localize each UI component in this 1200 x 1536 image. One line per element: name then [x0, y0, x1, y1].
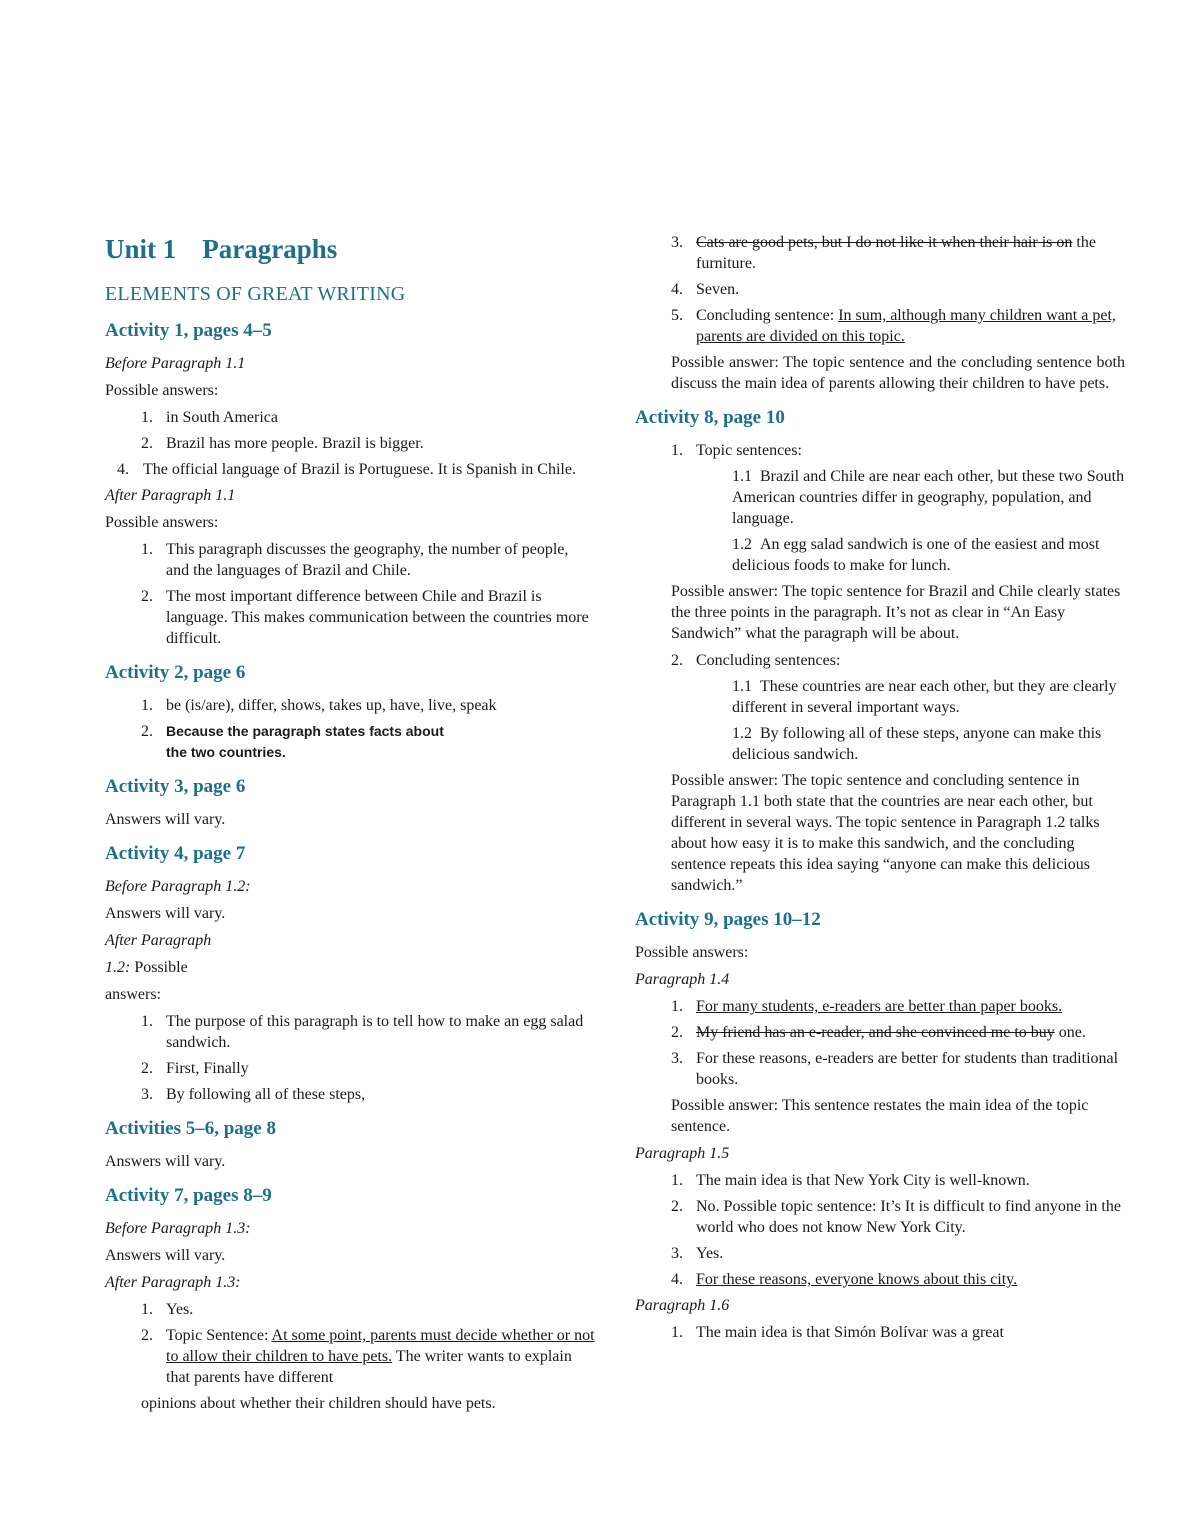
list-item: 2. The most important difference between Chile and Brazil is language. This makes communication between the countries more difficult.	[141, 588, 589, 647]
list-item: 4. The official language of Brazil is Portuguese. It is Spanish in Chile.	[117, 461, 576, 478]
list-item: 3. Cats are good pets, but I do not like it when their hair is on the furniture.	[671, 234, 1096, 272]
list-item: 1. The main idea is that Simón Bolívar was a great	[671, 1324, 1004, 1341]
after-paragraph-continued: 1.2: Possible	[105, 959, 188, 976]
possible-answer-text: Possible answer: The topic sentence for Brazil and Chile clearly states the three points in the paragraph. It’s not as clear in “An Easy Sandwich” what the paragraph will be about.	[671, 583, 1121, 642]
activity-4-heading: Activity 4, page 7	[105, 843, 246, 864]
list-item: 2. First, Finally	[141, 1060, 249, 1077]
activity-9-heading: Activity 9, pages 10–12	[635, 909, 821, 930]
before-paragraph-label: Before Paragraph 1.3:	[105, 1220, 251, 1237]
answer-list	[635, 650, 1125, 671]
answer-text: Answers will vary.	[105, 1153, 226, 1170]
after-paragraph-label: After Paragraph	[105, 932, 212, 949]
unit-title: Unit 1 Paragraphs	[105, 234, 338, 264]
answer-text: Answers will vary.	[105, 811, 226, 828]
answer-list	[105, 1011, 595, 1105]
answer-continued: opinions about whether their children should have pets.	[141, 1395, 496, 1412]
answer-list	[635, 1170, 1125, 1290]
list-item: 1. This paragraph discusses the geography, the number of people, and the languages of Brazil and Chile.	[141, 541, 569, 579]
paragraph-label: Paragraph 1.4	[635, 971, 730, 988]
list-item: 1. in South America	[141, 409, 278, 426]
activity-8-heading: Activity 8, page 10	[635, 407, 785, 428]
answer-list	[635, 440, 1125, 461]
section-title: ELEMENTS OF GREAT WRITING	[105, 283, 406, 305]
answer-text: Answers will vary.	[105, 1247, 226, 1264]
activities-5-6-heading: Activities 5–6, page 8	[105, 1118, 276, 1139]
answer-list	[635, 232, 1125, 347]
list-item: 5. Concluding sentence: In sum, although many children want a pet, parents are divided on this topic.	[671, 307, 1116, 345]
list-item: 2. My friend has an e-reader, and she convinced me to buy one.	[671, 1024, 1086, 1041]
list-item: 1. For many students, e-readers are better than paper books.	[671, 998, 1063, 1015]
paragraph-label: Paragraph 1.5	[635, 1145, 730, 1162]
sub-item: 1.2 By following all of these steps, anyone can make this delicious sandwich.	[732, 725, 1102, 763]
after-paragraph-label: After Paragraph 1.3:	[105, 1274, 241, 1291]
before-paragraph-label: Before Paragraph 1.2:	[105, 878, 251, 895]
list-item: 2. Concluding sentences:	[671, 652, 841, 669]
list-item: 3. By following all of these steps,	[141, 1086, 366, 1103]
list-item: 4. Seven.	[671, 281, 740, 298]
answer-list	[105, 1299, 595, 1388]
possible-answers-label: Possible answers:	[105, 382, 219, 399]
list-item: 3. Yes.	[671, 1245, 724, 1262]
answer-list	[635, 1322, 1125, 1343]
before-paragraph-label: Before Paragraph 1.1	[105, 355, 246, 372]
list-item: 1. The main idea is that New York City is well-known.	[671, 1172, 1030, 1189]
answer-list	[105, 407, 595, 480]
list-item: 2. Brazil has more people. Brazil is bigger.	[141, 435, 424, 452]
activity-2-heading: Activity 2, page 6	[105, 662, 246, 683]
answer-text: Answers will vary.	[105, 905, 226, 922]
list-item: 1. Topic sentences:	[671, 442, 802, 459]
list-item: 2. Because the paragraph states facts about the two countries.	[141, 723, 444, 760]
answer-list	[635, 996, 1125, 1090]
list-item: 1. The purpose of this paragraph is to tell how to make an egg salad sandwich.	[141, 1013, 584, 1051]
activity-1-heading: Activity 1, pages 4–5	[105, 320, 272, 341]
sub-item: 1.2 An egg salad sandwich is one of the easiest and most delicious foods to make for lunch.	[732, 536, 1100, 574]
paragraph-label: Paragraph 1.6	[635, 1297, 730, 1314]
possible-answer-text: Possible answer: The topic sentence and the concluding sentence both discuss the main idea of parents allowing their children to have pets.	[671, 354, 1125, 392]
activity-7-heading: Activity 7, pages 8–9	[105, 1185, 272, 1206]
activity-3-heading: Activity 3, page 6	[105, 776, 246, 797]
left-column	[105, 232, 595, 1420]
possible-answer-text: Possible answer: The topic sentence and concluding sentence in Paragraph 1.1 both state that the countries are near each other, but different in several ways. The topic sentence in Paragraph 1.2 talks about how easy it is to make this sandwich, and the concluding sentence repeats this idea saying “anyone can make this delicious sandwich.”	[671, 772, 1100, 894]
after-paragraph-label: After Paragraph 1.1	[105, 487, 236, 504]
list-item: 2. No. Possible topic sentence: It’s It is difficult to find anyone in the world who does not know New York City.	[671, 1198, 1121, 1236]
possible-answers-label: Possible answers:	[635, 944, 749, 961]
right-column	[635, 232, 1125, 1348]
sub-item: 1.1 Brazil and Chile are near each other, but these two South American countries differ in geography, population, and language.	[732, 468, 1125, 527]
possible-answer-text: Possible answer: This sentence restates the main idea of the topic sentence.	[671, 1097, 1089, 1135]
answers-label: answers:	[105, 986, 161, 1003]
list-item: 2. Topic Sentence: At some point, parents must decide whether or not to allow their children to have pets. The writer wants to explain that parents have different	[141, 1327, 595, 1386]
answer-list	[105, 695, 595, 763]
list-item: 1. Yes.	[141, 1301, 194, 1318]
list-item: 3. For these reasons, e-readers are better for students than traditional books.	[671, 1050, 1119, 1088]
possible-answers-label: Possible answers:	[105, 514, 219, 531]
answer-list	[105, 539, 595, 649]
sub-item: 1.1 These countries are near each other, but they are clearly different in several important ways.	[732, 678, 1117, 716]
list-item: 1. be (is/are), differ, shows, takes up, have, live, speak	[141, 697, 497, 714]
list-item: 4. For these reasons, everyone knows about this city.	[671, 1271, 1018, 1288]
